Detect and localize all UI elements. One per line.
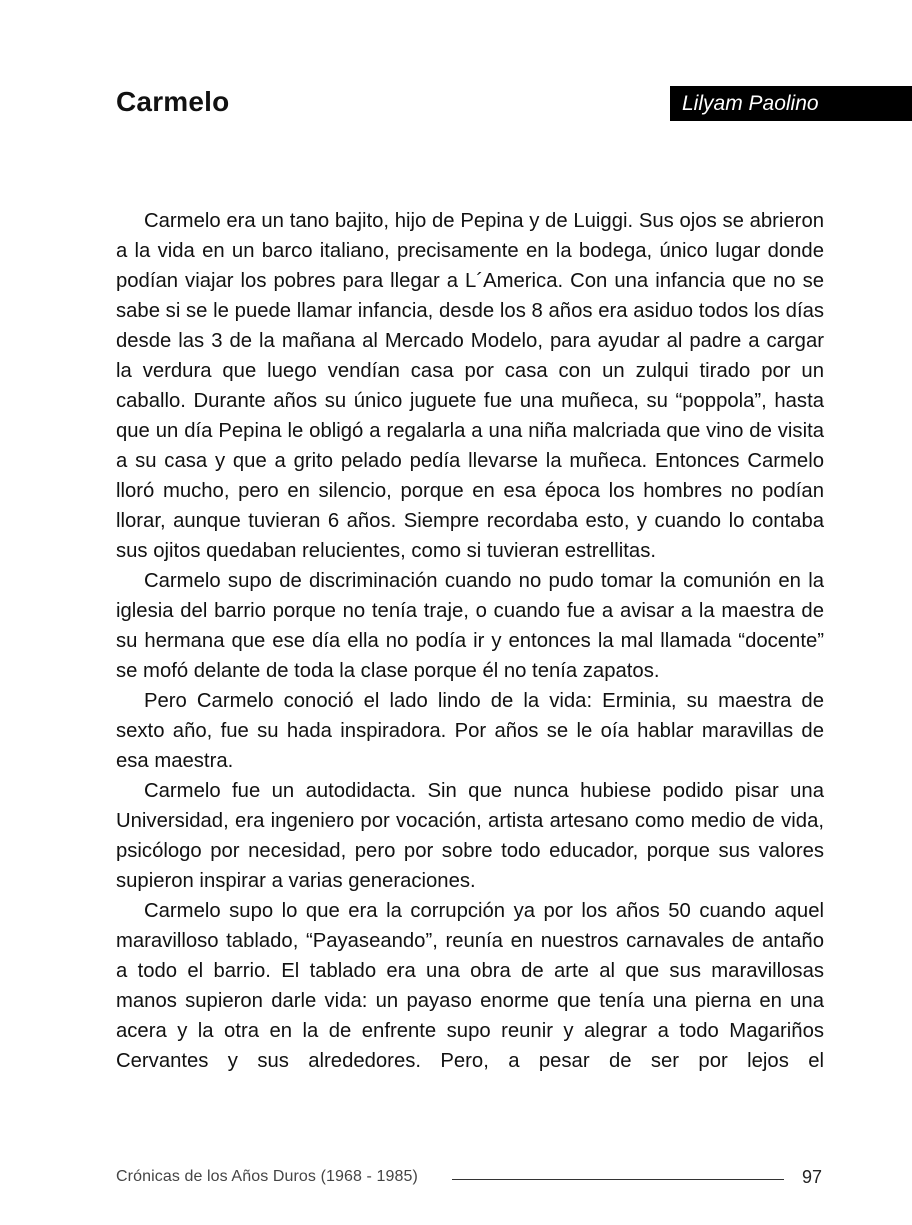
paragraph: Carmelo supo de discriminación cuando no pudo tomar la comunión en la iglesia del barrio porque no tenía traje, o cuando fue a avisar a la maestra de su hermana que ese día ella no podía ir y entonces la mal llamada “docente” se mofó delante de toda la clase porque él no tenía zapatos.: [116, 570, 824, 682]
chapter-title: Carmelo: [116, 86, 230, 117]
paragraph: Carmelo supo lo que era la corrupción ya por los años 50 cuando aquel maravilloso tablado, “Payaseando”, reunía en nuestros carnavales de antaño a todo el barrio. El tablado era una obra de arte al que sus maravillosas manos supieron darle vida: un payaso enorme que tenía una pierna en una acera y la otra en la de enfrente supo reunir y alegrar a todo Magariños Cervantes y sus alrededores. Pero, a pesar de ser por lejos el: [116, 900, 824, 1072]
footer-divider: [452, 1179, 784, 1180]
page-number: 97: [802, 1167, 823, 1187]
author-badge: [670, 86, 912, 121]
author-name: Lilyam Paolino: [682, 92, 819, 115]
footer-book-title: Crónicas de los Años Duros (1968 - 1985): [116, 1168, 418, 1185]
body-text: [116, 206, 824, 1076]
paragraph: Carmelo era un tano bajito, hijo de Pepina y de Luiggi. Sus ojos se abrieron a la vida en un barco italiano, precisamente en la bodega, único lugar donde podían viajar los pobres para llegar a L´America. Con una infancia que no se sabe si se le puede llamar infancia, desde los 8 años era asiduo todos los días desde las 3 de la mañana al Mercado Modelo, para ayudar al padre a cargar la verdura que luego vendían casa por casa con un zulqui tirado por un caballo. Durante años su único juguete fue una muñeca, su “poppola”, hasta que un día Pepina le obligó a regalarla a una niña malcriada que vino de visita a su casa y que a grito pelado pedía llevarse la muñeca. Entonces Carmelo lloró mucho, pero en silencio, porque en esa época los hombres no podían llorar, aunque tuvieran 6 años. Siempre recordaba esto, y cuando lo contaba sus ojitos quedaban relucientes, como si tuvieran estrellitas.: [116, 210, 824, 562]
paragraph: Carmelo fue un autodidacta. Sin que nunca hubiese podido pisar una Universidad, era ingeniero por vocación, artista artesano como medio de vida, psicólogo por necesidad, pero por sobre todo educador, porque sus valores supieron inspirar a varias generaciones.: [116, 780, 824, 892]
paragraph: Pero Carmelo conoció el lado lindo de la vida: Erminia, su maestra de sexto año, fue su hada inspiradora. Por años se le oía hablar maravillas de esa maestra.: [116, 690, 824, 772]
